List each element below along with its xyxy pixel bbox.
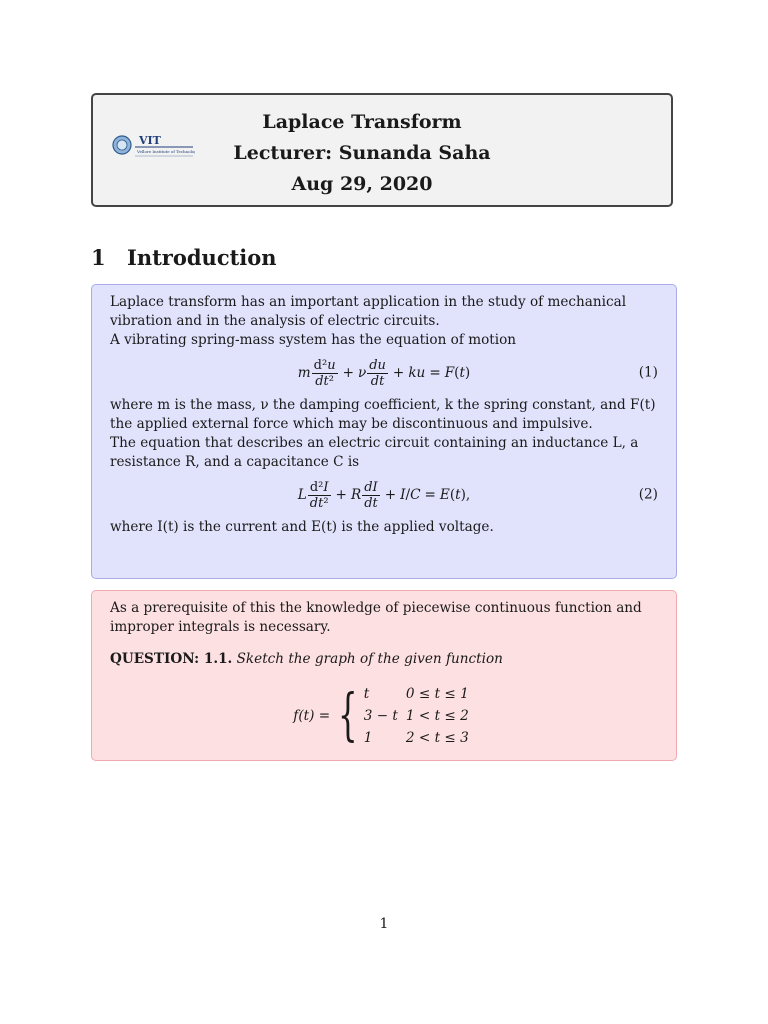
intro-paragraph-4: The equation that describes an electric circuit containing an inductance L, a resistance R, and a capacitance C is bbox=[110, 435, 639, 470]
intro-paragraph-2: A vibrating spring-mass system has the equation of motion bbox=[110, 332, 517, 348]
lecture-date: Aug 29, 2020 bbox=[291, 173, 433, 195]
section-title: Introduction bbox=[127, 245, 277, 270]
function-lhs: f(t) = bbox=[293, 707, 331, 724]
cases-table bbox=[362, 683, 475, 749]
question-label: QUESTION: 1.1. bbox=[110, 651, 233, 667]
document-title: Laplace Transform bbox=[262, 111, 462, 133]
question bbox=[110, 650, 658, 669]
lecturer-line: Lecturer: Sunanda Saha bbox=[233, 142, 491, 164]
case-expr: 1 bbox=[363, 729, 373, 746]
intro-paragraph-1: Laplace transform has an important application in the study of mechanical vibration and in the analysis of electric circuits. bbox=[110, 294, 627, 329]
page-number: 1 bbox=[379, 916, 389, 932]
case-cond: 2 < t ≤ 3 bbox=[405, 729, 469, 746]
equation-1: m $\frac{\text{d²u}}{\text{dt²}}$ + ν $\frac{du}{dt}$ + ku = F ( t ) (1) bbox=[297, 357, 658, 389]
case-row bbox=[362, 683, 475, 705]
case-expr: 3 − t bbox=[363, 707, 398, 724]
case-cond: 1 < t ≤ 2 bbox=[405, 707, 469, 724]
svg-text:Vellore Institute of Technolog: Vellore Institute of Technology bbox=[137, 149, 195, 154]
intro-box bbox=[91, 284, 677, 579]
section-heading bbox=[91, 245, 277, 270]
question-text: Sketch the graph of the given function bbox=[236, 651, 503, 667]
brace-symbol: { bbox=[338, 683, 358, 748]
prerequisite-paragraph: As a prerequisite of this the knowledge of piecewise continuous function and improper integrals is necessary. bbox=[110, 600, 642, 635]
equation-2: L $\frac{\text{d²I}}{\text{dt²}}$ + R $\frac{dI}{dt}$ + I / C = E ( t ), (2) bbox=[297, 479, 658, 511]
piecewise-function bbox=[110, 681, 658, 751]
case-row bbox=[362, 705, 475, 727]
svg-text:VIT: VIT bbox=[139, 134, 161, 147]
case-cond: 0 ≤ t ≤ 1 bbox=[405, 685, 469, 702]
equation-1-number: (1) bbox=[638, 364, 658, 381]
prerequisite-box bbox=[91, 590, 677, 761]
case-expr: t bbox=[363, 685, 370, 702]
header-box bbox=[91, 93, 673, 207]
intro-paragraph-5: where I(t) is the current and E(t) is the applied voltage. bbox=[110, 519, 494, 535]
section-number: 1 bbox=[91, 245, 106, 270]
equation-2-number: (2) bbox=[638, 486, 658, 503]
institute-logo bbox=[111, 132, 195, 160]
case-row bbox=[362, 727, 475, 749]
intro-paragraph-3: where m is the mass, ν the damping coefficient, k the spring constant, and F(t) the applied external force which may be discontinuous and impulsive. bbox=[110, 397, 656, 432]
